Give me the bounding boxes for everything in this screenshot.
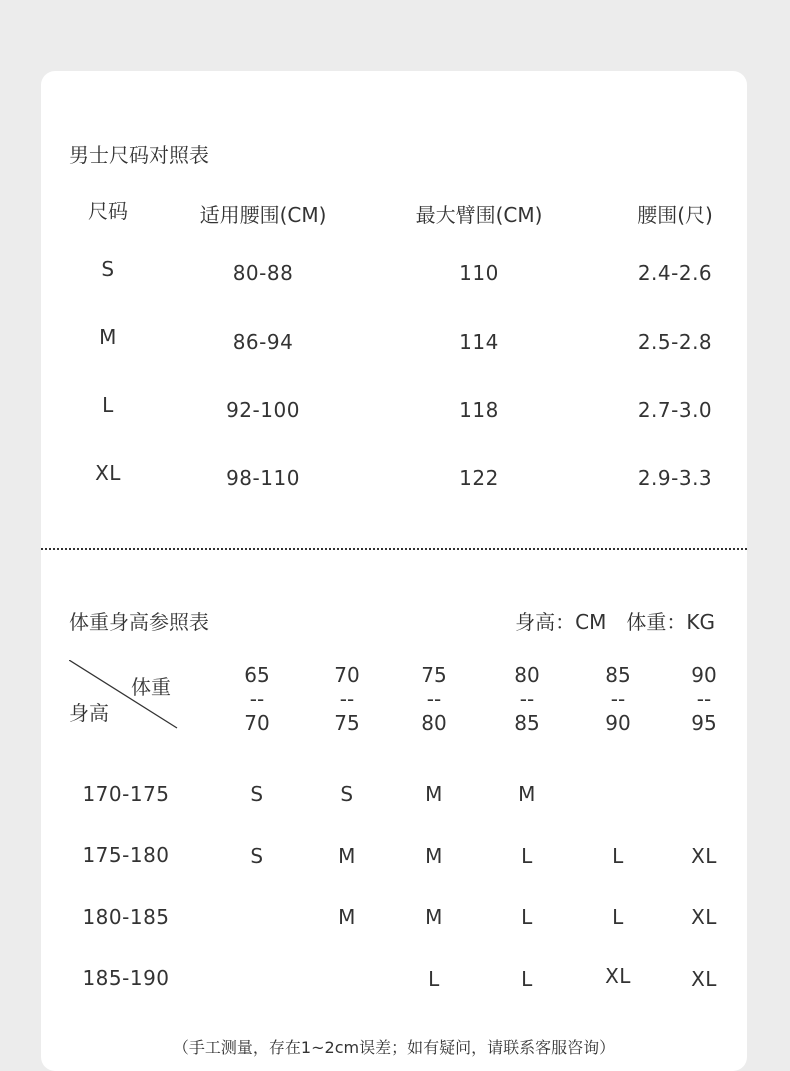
weight-range: 75 -- 80 xyxy=(421,663,447,735)
height-range: 175-180 xyxy=(82,843,170,867)
size-cell: S xyxy=(101,257,115,281)
height-range: 180-185 xyxy=(82,905,170,929)
size-cell: L xyxy=(428,967,440,991)
size-card xyxy=(41,71,747,1071)
units-label: 身高：CM 体重：KG xyxy=(515,610,715,634)
ref-chart-title: 体重身高参照表 xyxy=(69,610,209,634)
size-cell: S xyxy=(250,844,264,868)
header-size: 尺码 xyxy=(88,199,128,223)
size-cell: S xyxy=(340,782,354,806)
arm-cell: 122 xyxy=(459,466,499,490)
size-chart-title: 男士尺码对照表 xyxy=(69,143,209,167)
size-cell: XL xyxy=(95,461,121,485)
header-arm-cm: 最大臂围(CM) xyxy=(415,203,543,227)
waist-chi-cell: 2.7-3.0 xyxy=(637,398,713,422)
size-cell: M xyxy=(425,782,443,806)
size-cell: M xyxy=(518,782,536,806)
corner-height-label: 身高 xyxy=(69,701,109,725)
size-cell: M xyxy=(425,844,443,868)
arm-cell: 114 xyxy=(459,330,499,354)
waist-chi-cell: 2.4-2.6 xyxy=(637,261,713,285)
waist-chi-cell: 2.9-3.3 xyxy=(637,466,713,490)
size-cell: XL xyxy=(691,967,717,991)
size-cell: M xyxy=(338,844,356,868)
weight-range: 70 -- 75 xyxy=(334,663,360,735)
weight-range: 90 -- 95 xyxy=(691,663,717,735)
waist-cell: 86-94 xyxy=(232,330,294,354)
arm-cell: 118 xyxy=(459,398,499,422)
size-cell: XL xyxy=(691,844,717,868)
waist-chi-cell: 2.5-2.8 xyxy=(637,330,713,354)
size-cell: S xyxy=(250,782,264,806)
size-cell: M xyxy=(425,905,443,929)
weight-range: 85 -- 90 xyxy=(605,663,631,735)
waist-cell: 80-88 xyxy=(232,261,294,285)
size-cell: L xyxy=(102,393,114,417)
size-cell: M xyxy=(99,325,117,349)
corner-weight-label: 体重 xyxy=(131,675,171,699)
footnote: （手工测量，存在1~2cm误差；如有疑问，请联系客服咨询） xyxy=(172,1038,616,1057)
arm-cell: 110 xyxy=(459,261,499,285)
header-waist-cm: 适用腰围(CM) xyxy=(199,203,327,227)
size-cell: L xyxy=(521,844,533,868)
size-cell: M xyxy=(338,905,356,929)
height-range: 170-175 xyxy=(82,782,170,806)
waist-cell: 98-110 xyxy=(226,466,300,490)
waist-cell: 92-100 xyxy=(226,398,300,422)
size-cell: XL xyxy=(605,964,631,988)
size-cell: L xyxy=(521,967,533,991)
size-cell: L xyxy=(612,844,624,868)
height-range: 185-190 xyxy=(82,966,170,990)
weight-range: 80 -- 85 xyxy=(514,663,540,735)
size-cell: XL xyxy=(691,905,717,929)
dotted-divider xyxy=(41,548,747,550)
size-cell: L xyxy=(612,905,624,929)
weight-range: 65 -- 70 xyxy=(244,663,270,735)
header-waist-chi: 腰围(尺) xyxy=(637,203,713,227)
size-cell: L xyxy=(521,905,533,929)
